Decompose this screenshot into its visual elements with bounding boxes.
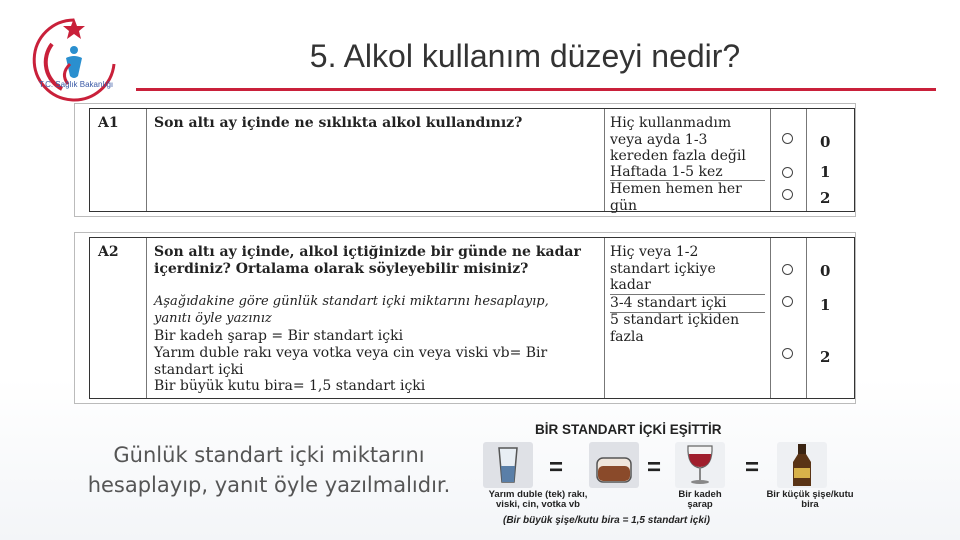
drink-item	[777, 442, 827, 488]
equivalence-line: Bir büyük kutu bira= 1,5 standart içki	[154, 378, 426, 394]
page-title: 5. Alkol kullanım düzeyi nedir?	[309, 38, 741, 74]
table-divider	[806, 109, 807, 211]
radio-option[interactable]	[782, 167, 793, 178]
table-divider	[146, 109, 147, 211]
table-divider	[806, 238, 807, 398]
drink-label: Bir küçük şişe/kutu bira	[766, 489, 854, 510]
option-label: Hiç veya 1-2 standart içkiye kadar	[610, 244, 716, 293]
question-instruction: Aşağıdakine göre günlük standart içki miktarını hesaplayıp, yanıtı öyle yazınız	[154, 294, 549, 326]
radio-option[interactable]	[782, 264, 793, 275]
radio-option[interactable]	[782, 296, 793, 307]
equals-sign: =	[647, 454, 662, 481]
tumbler-icon	[589, 442, 639, 488]
beer-bottle-icon	[777, 442, 827, 488]
standard-drink-title: BİR STANDART İÇKİ EŞİTTİR	[535, 422, 722, 437]
standard-drink-footnote: (Bir büyük şişe/kutu bira = 1,5 standart içki)	[503, 515, 711, 526]
equals-sign: =	[745, 454, 760, 481]
standard-drink-box	[477, 410, 857, 530]
radio-option[interactable]	[782, 133, 793, 144]
table-divider	[770, 238, 771, 398]
option-score: 0	[820, 262, 831, 280]
question-text: Son altı ay içinde, alkol içtiğinizde bir günde ne kadar içerdiniz? Ortalama olarak söyleyebilir misiniz?	[154, 244, 581, 277]
drink-item	[483, 442, 533, 488]
equivalence-line: Yarım duble rakı veya votka veya cin veya viski vb= Bir standart içki	[154, 345, 548, 378]
table-divider	[604, 109, 605, 211]
option-label: Hiç kullanmadım veya ayda 1-3 kereden fazla değil	[610, 115, 746, 164]
option-score: 0	[820, 133, 831, 151]
drink-item	[589, 442, 639, 488]
equivalence-line: Bir kadeh şarap = Bir standart içki	[154, 328, 404, 344]
drink-label: Yarım duble (tek) rakı, viski, cin, votka vb	[488, 489, 588, 510]
table-divider	[604, 238, 605, 398]
table-divider	[770, 109, 771, 211]
drink-label: Bir kadeh şarap	[678, 489, 722, 510]
shot-glass-icon	[483, 442, 533, 488]
wine-glass-icon	[675, 442, 725, 488]
logo-caption: T.C. Sağlık Bakanlığı	[38, 80, 114, 89]
option-score: 1	[820, 163, 831, 181]
ministry-logo	[22, 14, 126, 106]
question-code: A1	[98, 115, 119, 131]
question-text: Son altı ay içinde ne sıklıkta alkol kullandınız?	[154, 115, 523, 131]
option-label: 5 standart içkiden fazla	[610, 312, 740, 345]
drink-item	[675, 442, 725, 488]
option-score: 2	[820, 348, 831, 366]
question-code: A2	[98, 244, 119, 260]
option-score: 2	[820, 189, 831, 207]
slide-caption: Günlük standart içki miktarını hesaplayıp, yanıt öyle yazılmalıdır.	[87, 443, 451, 497]
title-divider	[136, 88, 936, 91]
option-score: 1	[820, 296, 831, 314]
radio-option[interactable]	[782, 189, 793, 200]
question-a2-table	[74, 232, 856, 404]
question-a1-table	[74, 103, 856, 217]
radio-option[interactable]	[782, 348, 793, 359]
table-divider	[146, 238, 147, 398]
option-label: Haftada 1-5 kez	[610, 164, 723, 180]
option-label: 3-4 standart içki	[610, 294, 765, 313]
equals-sign: =	[549, 454, 564, 481]
option-label: Hemen hemen her gün	[610, 180, 765, 214]
